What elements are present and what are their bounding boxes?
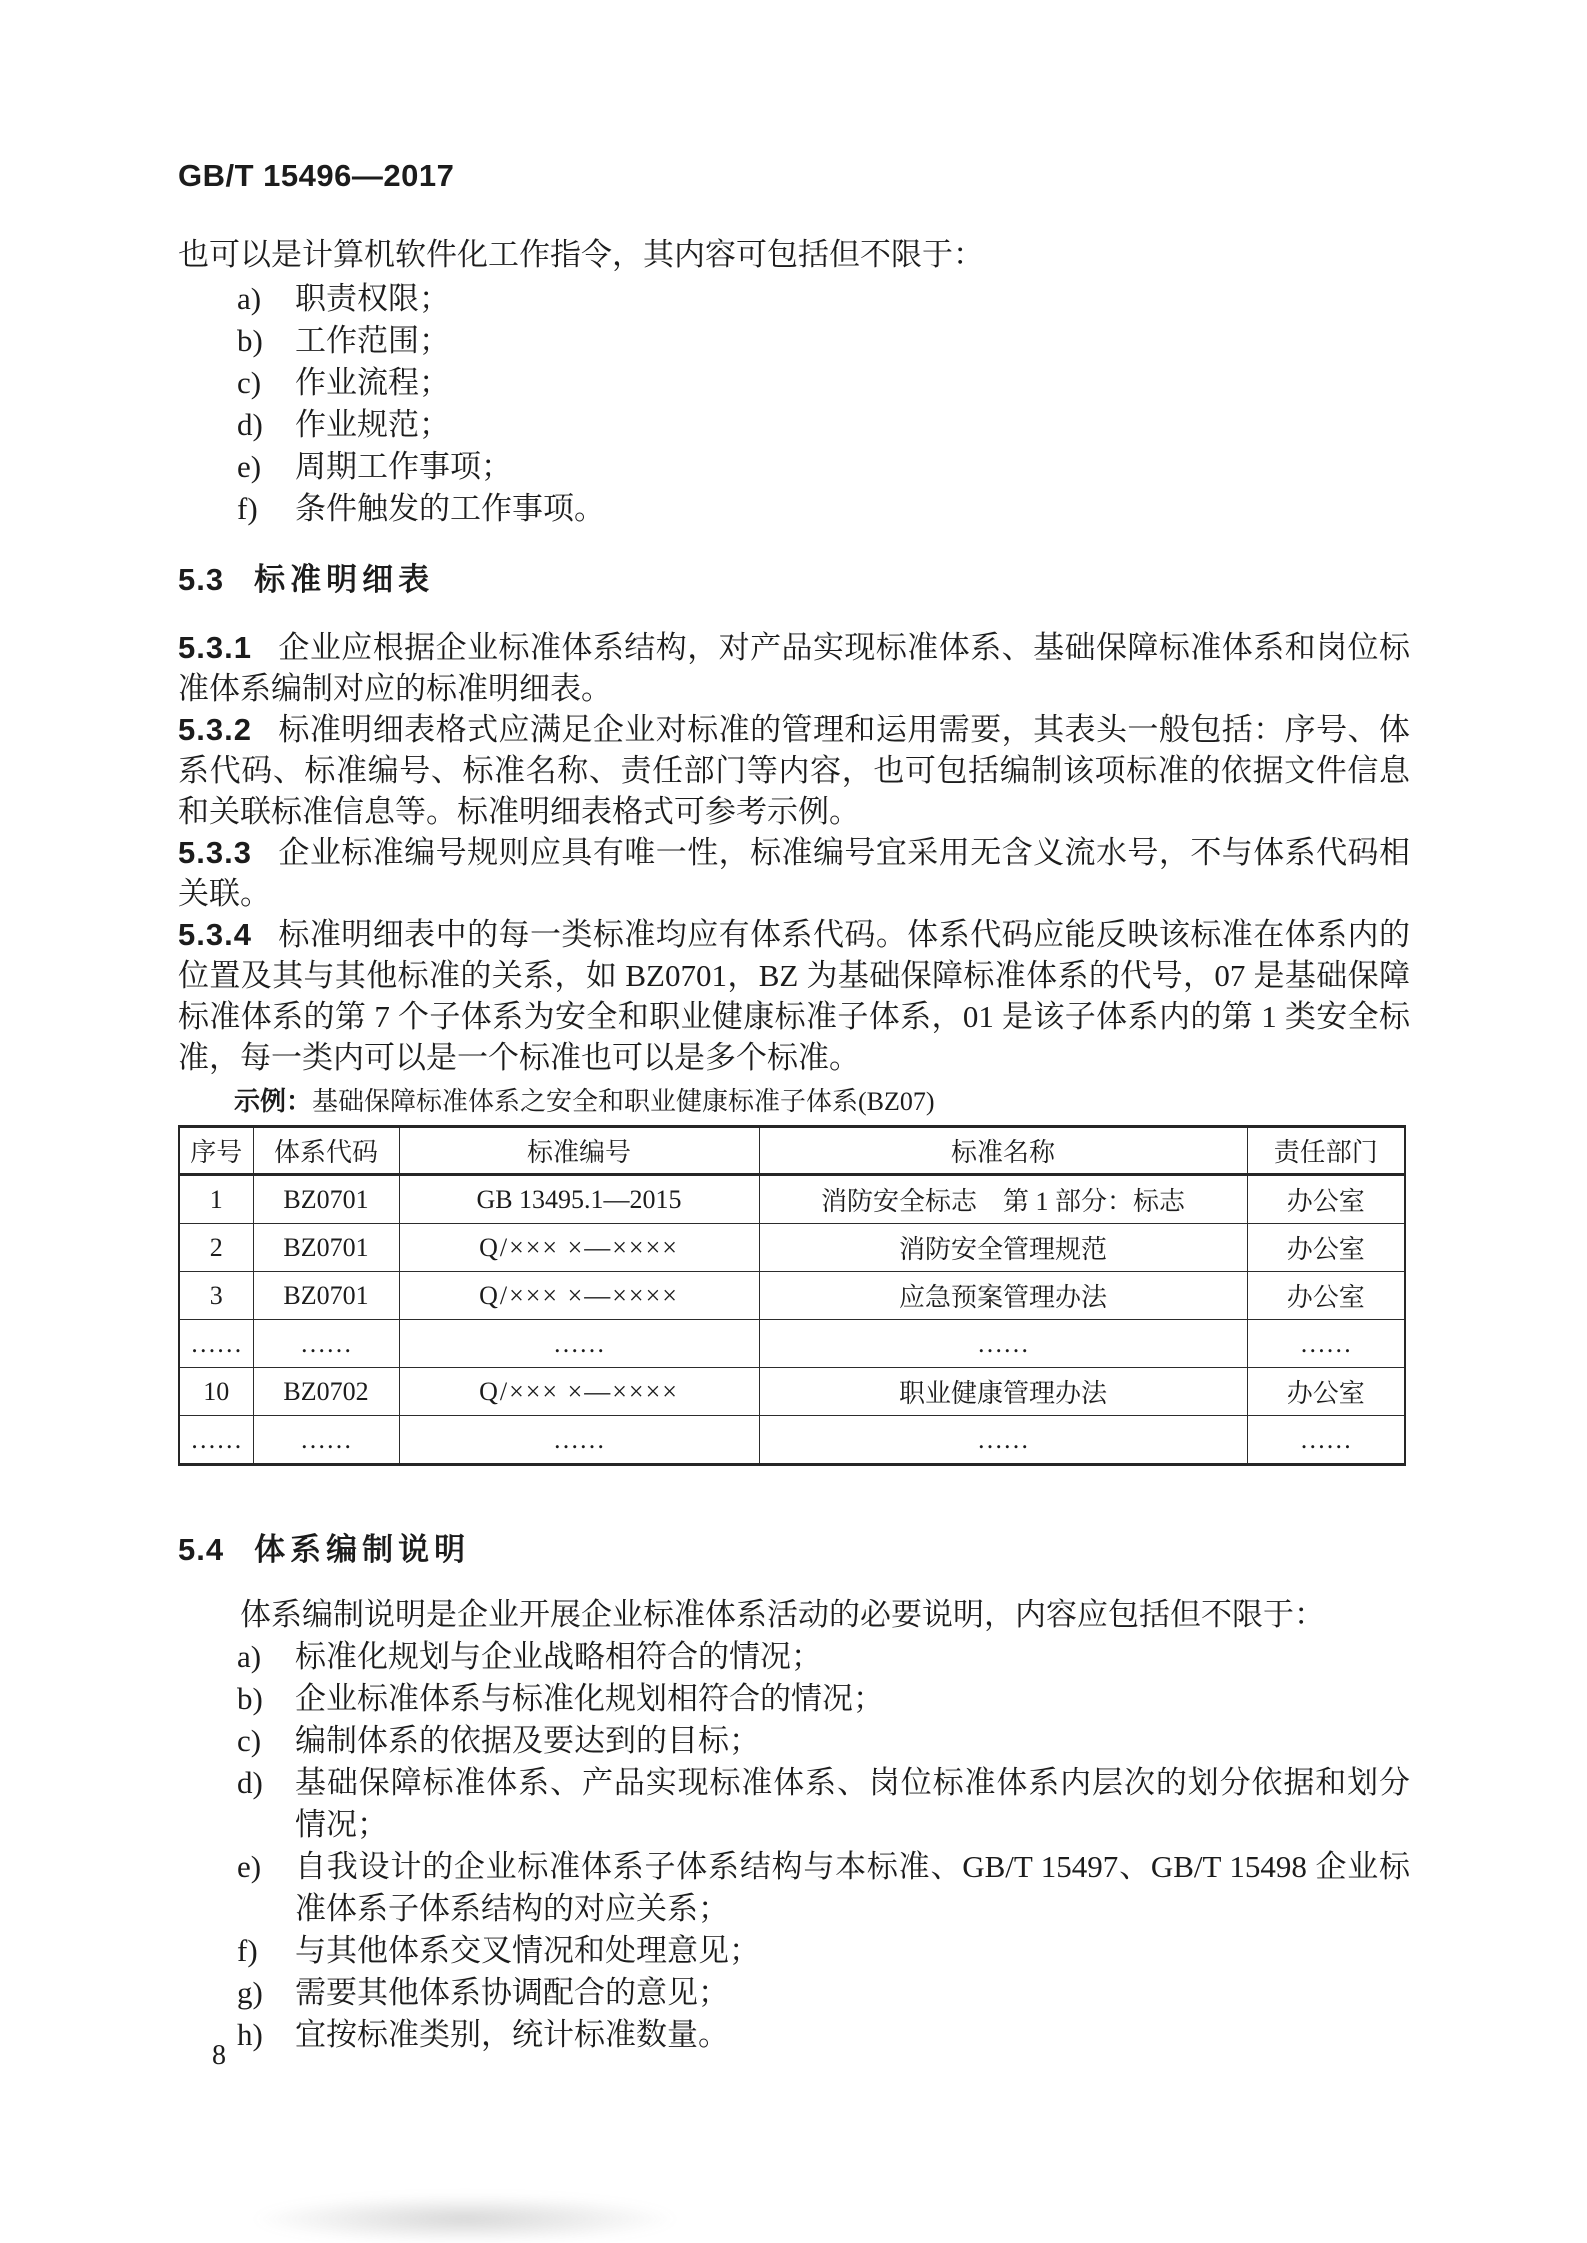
list-item-label: a)	[237, 1639, 262, 1674]
table-cell: 应急预案管理办法	[759, 1272, 1247, 1320]
list-item	[178, 362, 1410, 404]
table-cell: 3	[179, 1272, 253, 1320]
table-cell: BZ0701	[253, 1224, 399, 1272]
page-number: 8	[212, 2040, 226, 2071]
list-item-text: 标准化规划与企业战略相符合的情况；	[295, 1639, 822, 1674]
list-item-text: 自我设计的企业标准体系子体系结构与本标准、GB/T 15497、GB/T 15498 企业标准体系子体系结构的对应关系；	[295, 1849, 1410, 1926]
intro-list	[178, 278, 1410, 530]
list-item	[178, 488, 1410, 530]
list-item-text: 作业规范；	[295, 407, 450, 442]
table-cell: ……	[253, 1320, 399, 1368]
page-content	[178, 0, 1410, 2056]
table-cell: 10	[179, 1368, 253, 1416]
table-cell: Q/××× ×—××××	[399, 1224, 759, 1272]
clause-number: 5.3.4	[178, 917, 252, 952]
intro-paragraph: 也可以是计算机软件化工作指令，其内容可包括但不限于：	[178, 237, 984, 272]
table-cell: 办公室	[1247, 1272, 1405, 1320]
table-cell: ……	[759, 1416, 1247, 1465]
list-item-label: d)	[237, 1765, 263, 1800]
example-text: 基础保障标准体系之安全和职业健康标准子体系(BZ07)	[312, 1087, 935, 1116]
table-row	[179, 1224, 1405, 1272]
table-cell: Q/××× ×—××××	[399, 1272, 759, 1320]
clause-text: 企业应根据企业标准体系结构，对产品实现标准体系、基础保障标准体系和岗位标准体系编制对应的标准明细表。	[178, 630, 1410, 706]
list-item-text: 编制体系的依据及要达到的目标；	[295, 1723, 760, 1758]
list-item	[178, 1762, 1410, 1846]
example-note	[234, 1086, 1410, 1117]
table-cell: BZ0701	[253, 1272, 399, 1320]
table-cell: BZ0701	[253, 1175, 399, 1224]
clause-5-3-3	[178, 832, 1410, 914]
list-item-text: 条件触发的工作事项。	[295, 491, 605, 526]
list-item	[178, 1720, 1410, 1762]
list-item	[178, 446, 1410, 488]
table-cell: 办公室	[1247, 1224, 1405, 1272]
section-5-4-intro: 体系编制说明是企业开展企业标准体系活动的必要说明，内容应包括但不限于：	[240, 1597, 1325, 1632]
list-item-text: 作业流程；	[295, 365, 450, 400]
list-item	[178, 2014, 1410, 2056]
list-item	[178, 404, 1410, 446]
list-item-label: b)	[237, 323, 263, 358]
section-number: 5.4	[178, 1532, 225, 1567]
clause-5-3-1	[178, 627, 1410, 709]
list-item	[178, 1678, 1410, 1720]
list-item-text: 宜按标准类别，统计标准数量。	[295, 2017, 729, 2052]
list-item	[178, 1846, 1410, 1930]
table-cell: 职业健康管理办法	[759, 1368, 1247, 1416]
clause-number: 5.3.2	[178, 712, 252, 747]
list-item-text: 职责权限；	[295, 281, 450, 316]
section-5-4-heading	[178, 1530, 1410, 1570]
list-item-label: e)	[237, 449, 262, 484]
clause-text: 标准明细表中的每一类标准均应有体系代码。体系代码应能反映该标准在体系内的位置及其与其他标准的关系，如 BZ0701，BZ 为基础保障标准体系的代号，07 是基础保障标准体系的第 7 个子体系为安全和职业健康标准子体系，01 是该子体系内的第 1 类安全标准，每一类内可以是一个标准也可以是多个标准。	[178, 917, 1410, 1075]
table-cell: ……	[253, 1416, 399, 1465]
section-5-3-heading	[178, 560, 1410, 600]
col-header-system-code: 体系代码	[253, 1127, 399, 1175]
table-cell: 消防安全标志 第 1 部分：标志	[759, 1175, 1247, 1224]
clause-number: 5.3.3	[178, 835, 252, 870]
section-5-4-list	[178, 1636, 1410, 2056]
table-cell: GB 13495.1—2015	[399, 1175, 759, 1224]
col-header-seq: 序号	[179, 1127, 253, 1175]
list-item	[178, 278, 1410, 320]
section-5-3-clauses	[178, 627, 1410, 1078]
table-row	[179, 1272, 1405, 1320]
list-item-label: f)	[237, 1933, 258, 1968]
list-item-label: d)	[237, 407, 263, 442]
clause-5-3-4	[178, 914, 1410, 1078]
table-row	[179, 1416, 1405, 1465]
clause-5-3-2	[178, 709, 1410, 832]
table-cell: ……	[1247, 1320, 1405, 1368]
doc-code: GB/T 15496—2017	[178, 158, 455, 193]
list-item-text: 需要其他体系协调配合的意见；	[295, 1975, 729, 2010]
col-header-standard-number: 标准编号	[399, 1127, 759, 1175]
list-item	[178, 1636, 1410, 1678]
section-title: 标准明细表	[254, 562, 435, 597]
list-item-label: h)	[237, 2017, 263, 2052]
list-item	[178, 1972, 1410, 2014]
table-cell: 消防安全管理规范	[759, 1224, 1247, 1272]
list-item	[178, 320, 1410, 362]
list-item-text: 工作范围；	[295, 323, 450, 358]
table-row	[179, 1175, 1405, 1224]
table-cell: 办公室	[1247, 1368, 1405, 1416]
list-item-label: c)	[237, 365, 262, 400]
table-row	[179, 1368, 1405, 1416]
clause-number: 5.3.1	[178, 630, 252, 665]
list-item-text: 企业标准体系与标准化规划相符合的情况；	[295, 1681, 884, 1716]
table-cell: 1	[179, 1175, 253, 1224]
table-cell: Q/××× ×—××××	[399, 1368, 759, 1416]
list-item-label: g)	[237, 1975, 263, 2010]
table-cell: 2	[179, 1224, 253, 1272]
table-cell: ……	[399, 1416, 759, 1465]
table-cell: ……	[759, 1320, 1247, 1368]
list-item-label: f)	[237, 491, 258, 526]
table-row	[179, 1320, 1405, 1368]
list-item-text: 与其他体系交叉情况和处理意见；	[295, 1933, 760, 1968]
clause-text: 企业标准编号规则应具有唯一性，标准编号宜采用无含义流水号，不与体系代码相关联。	[178, 835, 1410, 911]
list-item-label: c)	[237, 1723, 262, 1758]
list-item-label: a)	[237, 281, 262, 316]
table-header-row	[179, 1127, 1405, 1175]
list-item-label: e)	[237, 1849, 262, 1884]
table-cell: ……	[399, 1320, 759, 1368]
table-cell: ……	[179, 1320, 253, 1368]
table-cell: ……	[1247, 1416, 1405, 1465]
table-cell: ……	[179, 1416, 253, 1465]
section-number: 5.3	[178, 562, 225, 597]
col-header-responsible-dept: 责任部门	[1247, 1127, 1405, 1175]
example-label: 示例：	[234, 1086, 313, 1116]
clause-text: 标准明细表格式应满足企业对标准的管理和运用需要，其表头一般包括：序号、体系代码、标准编号、标准名称、责任部门等内容，也可包括编制该项标准的依据文件信息和关联标准信息等。标准明细表格式可参考示例。	[178, 712, 1410, 829]
col-header-standard-name: 标准名称	[759, 1127, 1247, 1175]
list-item-text: 基础保障标准体系、产品实现标准体系、岗位标准体系内层次的划分依据和划分情况；	[295, 1765, 1410, 1842]
list-item-text: 周期工作事项；	[295, 449, 512, 484]
list-item-label: b)	[237, 1681, 263, 1716]
scan-smudge	[250, 2195, 680, 2243]
table-cell: 办公室	[1247, 1175, 1405, 1224]
section-title: 体系编制说明	[254, 1532, 471, 1567]
standards-table	[178, 1125, 1406, 1466]
list-item	[178, 1930, 1410, 1972]
table-cell: BZ0702	[253, 1368, 399, 1416]
